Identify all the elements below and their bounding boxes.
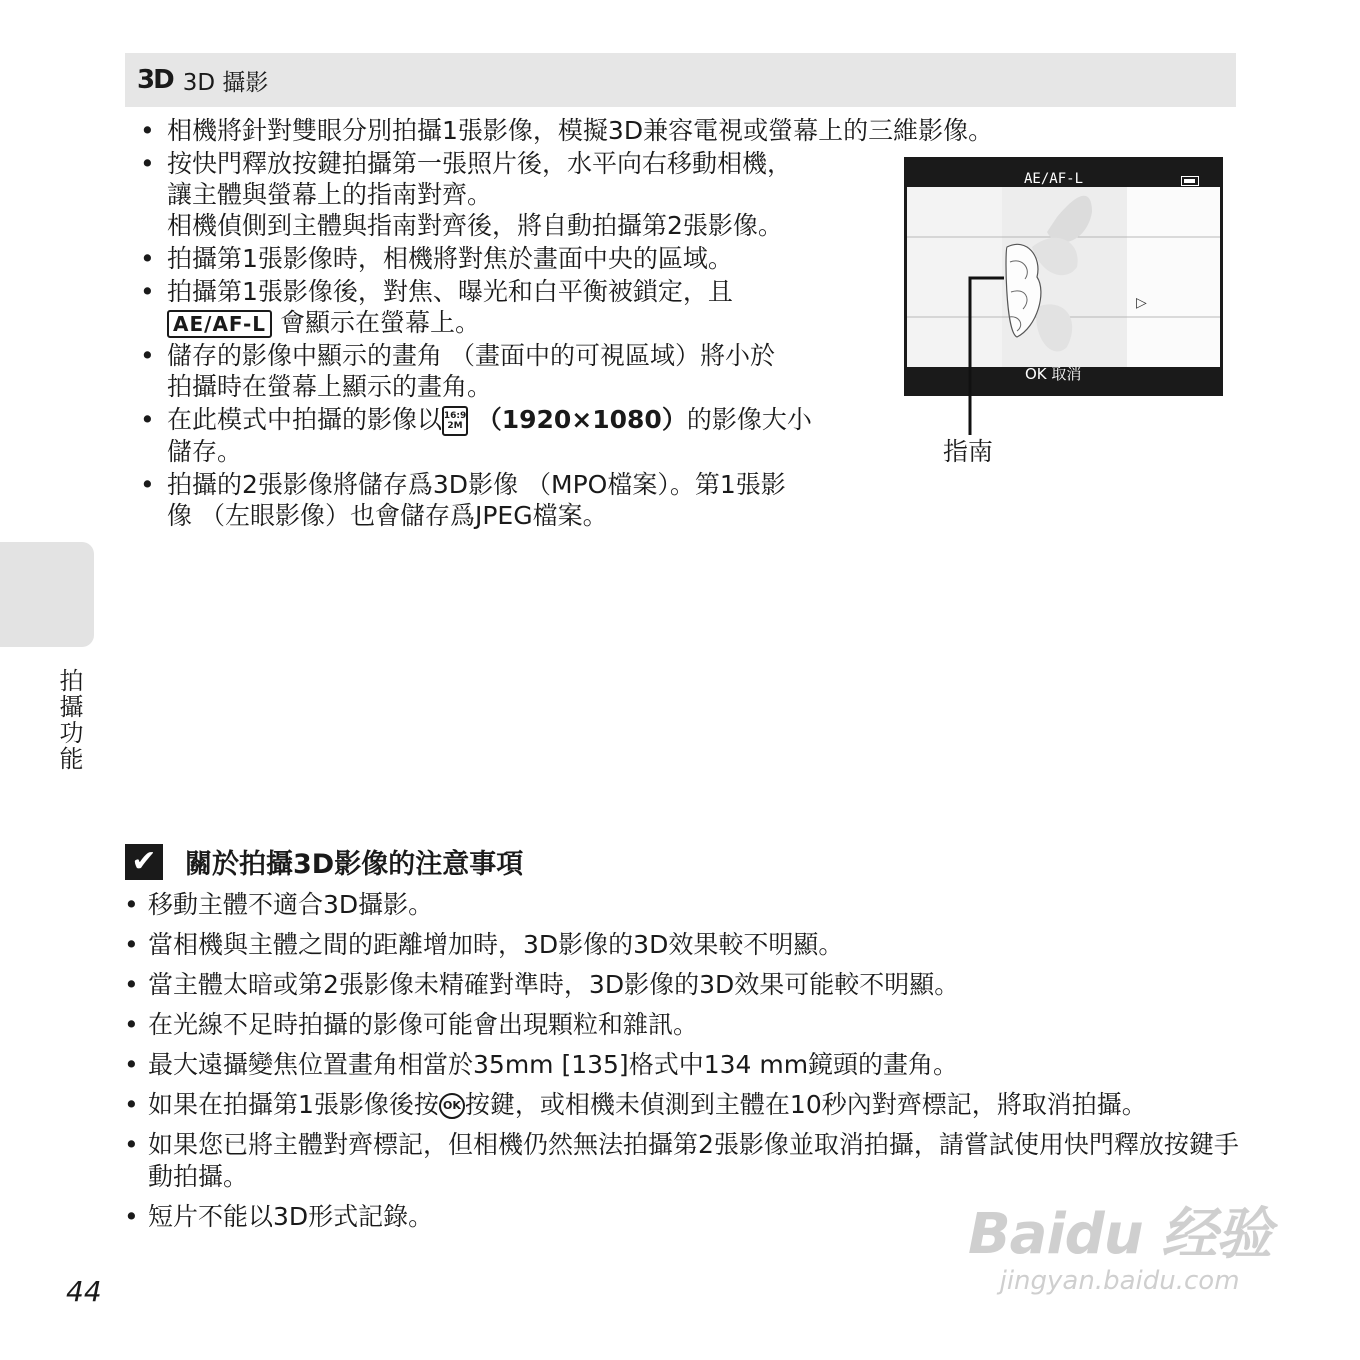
notes-list [122, 889, 1242, 1241]
move-right-arrow-icon: ▷ [1136, 295, 1147, 311]
guide-pointer-line [960, 270, 1010, 440]
notes-title [125, 842, 523, 881]
bullet-item: • 拍攝第1張影像後，對焦、曝光和白平衡被鎖定，且 AE/AF-L 會顯示在螢幕上。 [137, 276, 867, 338]
notes-heading: 關於拍攝3D影像的注意事項 [185, 849, 524, 880]
image-size-icon: 16:9 2M [442, 406, 468, 436]
guide-label: 指南 [943, 437, 994, 466]
section-title: 3D 攝影 [182, 69, 269, 96]
note-item: • 短片不能以3D形式記錄。 [122, 1201, 1242, 1233]
section-header [125, 53, 1236, 107]
ae-af-lock-icon: AE/AF-L [167, 310, 272, 338]
bullet-item: • 在此模式中拍攝的影像以 16:9 2M （1920×1080）的影像大小 儲存。 [137, 404, 867, 467]
ae-af-lock-indicator: AE/AF-L [1024, 171, 1084, 187]
feature-bullet-list [137, 115, 994, 533]
camera-screen-illustration [904, 157, 1223, 396]
chapter-tab [0, 542, 94, 647]
bullet-item: • 按快門釋放按鍵拍攝第一張照片後，水平向右移動相機， 讓主體與螢幕上的指南對齊。 相機偵側到主體與指南對齊後，將自動拍攝第2張影像。 [137, 148, 867, 241]
camera-live-view [907, 187, 1220, 367]
note-item: • 最大遠攝變焦位置畫角相當於35mm [135]格式中134 mm鏡頭的畫角。 [122, 1049, 1242, 1081]
ok-button-icon: OK [439, 1093, 465, 1119]
bullet-item: • 拍攝第1張影像時，相機將對焦於畫面中央的區域。 [137, 243, 867, 274]
live-view-image [907, 187, 1220, 367]
baidu-watermark [968, 1190, 1271, 1296]
bullet-item: • 相機將針對雙眼分別拍攝1張影像，模擬3D兼容電視或螢幕上的三維影像。 [137, 115, 1217, 146]
ok-cancel-label: OK 取消 [1025, 365, 1082, 383]
bullet-item: • 拍攝的2張影像將儲存爲3D影像 （MPO檔案）。第1張影 像 （左眼影像）也會儲存爲JPEG檔案。 [137, 469, 867, 531]
bullet-item: • 儲存的影像中顯示的畫角 （畫面中的可視區域）將小於 拍攝時在螢幕上顯示的畫角。 [137, 340, 867, 402]
note-item: • 如果在拍攝第1張影像後按 OK 按鍵，或相機未偵測到主體在10秒內對齊標記，將取消拍攝。 [122, 1089, 1242, 1121]
note-item: • 移動主體不適合3D攝影。 [122, 889, 1242, 921]
watermark-logo: Baidu 经验 [968, 1202, 1272, 1267]
note-item: • 當主體太暗或第2張影像未精確對準時，3D影像的3D效果可能較不明顯。 [122, 969, 1242, 1001]
note-item: • 如果您已將主體對齊標記，但相機仍然無法拍攝第2張影像並取消拍攝，請嘗試使用快門釋放按鍵手動拍攝。 [122, 1129, 1242, 1193]
watermark-url: jingyan.baidu.com [999, 1266, 1240, 1296]
note-item: • 當相機與主體之間的距離增加時，3D影像的3D效果較不明顯。 [122, 929, 1242, 961]
note-item: • 在光線不足時拍攝的影像可能會出現顆粒和雜訊。 [122, 1009, 1242, 1041]
caution-check-icon: ✔ [125, 844, 163, 880]
chapter-label: 拍攝功能 [55, 668, 83, 772]
page-number: 44 [66, 1275, 102, 1308]
battery-icon [1181, 176, 1199, 186]
3d-mode-icon: 3D [137, 65, 173, 95]
